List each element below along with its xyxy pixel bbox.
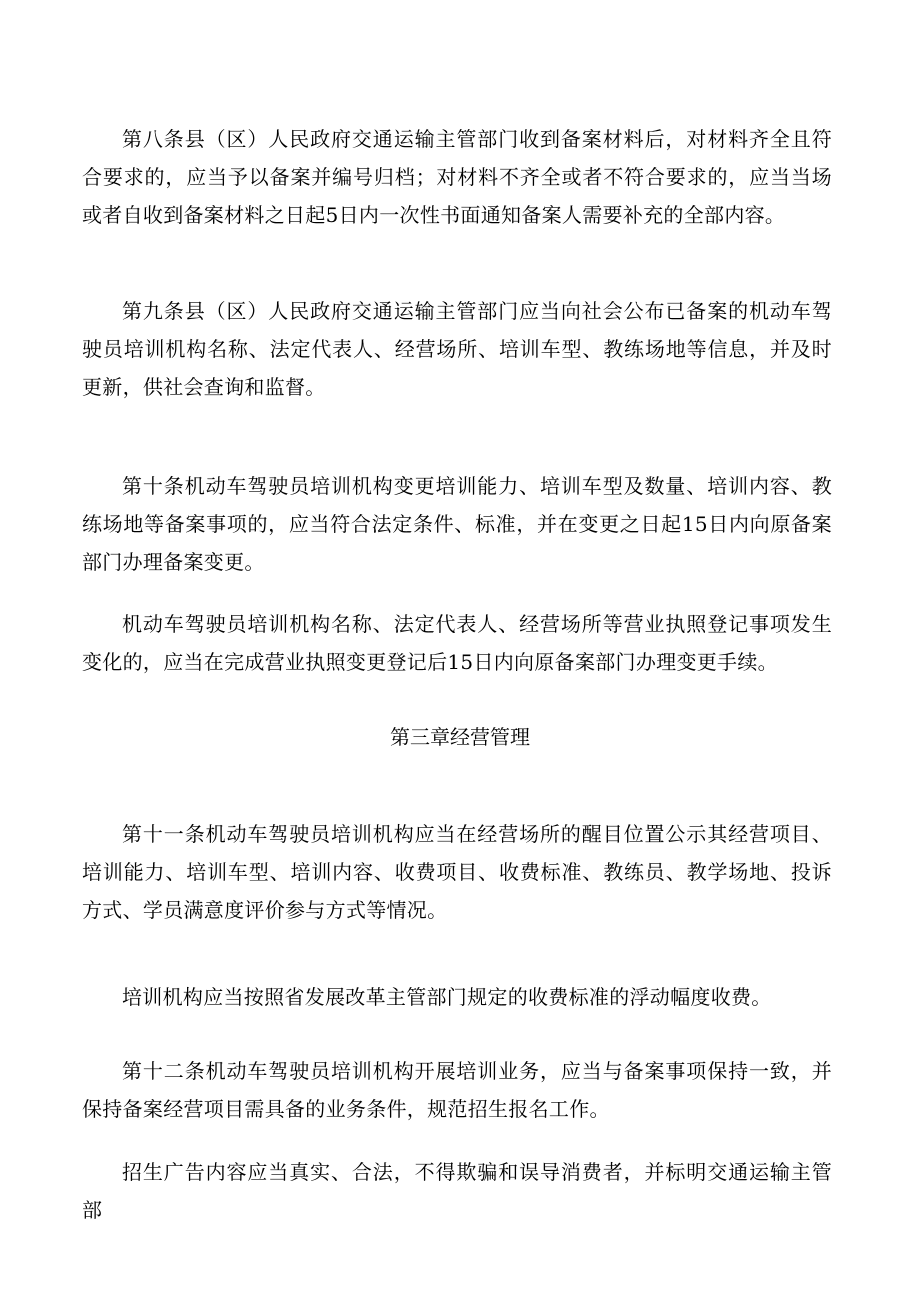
chapter-heading: 第三章经营管理 bbox=[390, 725, 530, 749]
article-8-paragraph: 第八条县（区）人民政府交通运输主管部门收到备案材料后，对材料齐全且符合要求的，应当予以备案并编号归档；对材料不齐全或者不符合要求的，应当当场或者自收到备案材料之日起5日内一次性书面通知备案人需要补充的全部内容。 bbox=[82, 127, 832, 227]
article-12-paragraph: 第十二条机动车驾驶员培训机构开展培训业务，应当与备案事项保持一致，并保持备案经营项目需具备的业务条件，规范招生报名工作。 bbox=[82, 1059, 832, 1121]
article-11-paragraph: 第十一条机动车驾驶员培训机构应当在经营场所的醒目位置公示其经营项目、培训能力、培训车型、培训内容、收费项目、收费标准、教练员、教学场地、投诉方式、学员满意度评价参与方式等情况。 bbox=[82, 822, 832, 922]
article-10-second-paragraph: 机动车驾驶员培训机构名称、法定代表人、经营场所等营业执照登记事项发生变化的，应当在完成营业执照变更登记后15日内向原备案部门办理变更手续。 bbox=[82, 612, 832, 674]
advertisement-paragraph: 招生广告内容应当真实、合法，不得欺骗和误导消费者，并标明交通运输主管部 bbox=[82, 1160, 832, 1222]
article-9-paragraph: 第九条县（区）人民政府交通运输主管部门应当向社会公布已备案的机动车驾驶员培训机构名称、法定代表人、经营场所、培训车型、教练场地等信息，并及时更新，供社会查询和监督。 bbox=[82, 299, 832, 399]
fee-standard-paragraph: 培训机构应当按照省发展改革主管部门规定的收费标准的浮动幅度收费。 bbox=[122, 985, 772, 1009]
article-10-paragraph: 第十条机动车驾驶员培训机构变更培训能力、培训车型及数量、培训内容、教练场地等备案事项的，应当符合法定条件、标准，并在变更之日起15日内向原备案部门办理备案变更。 bbox=[82, 474, 832, 574]
